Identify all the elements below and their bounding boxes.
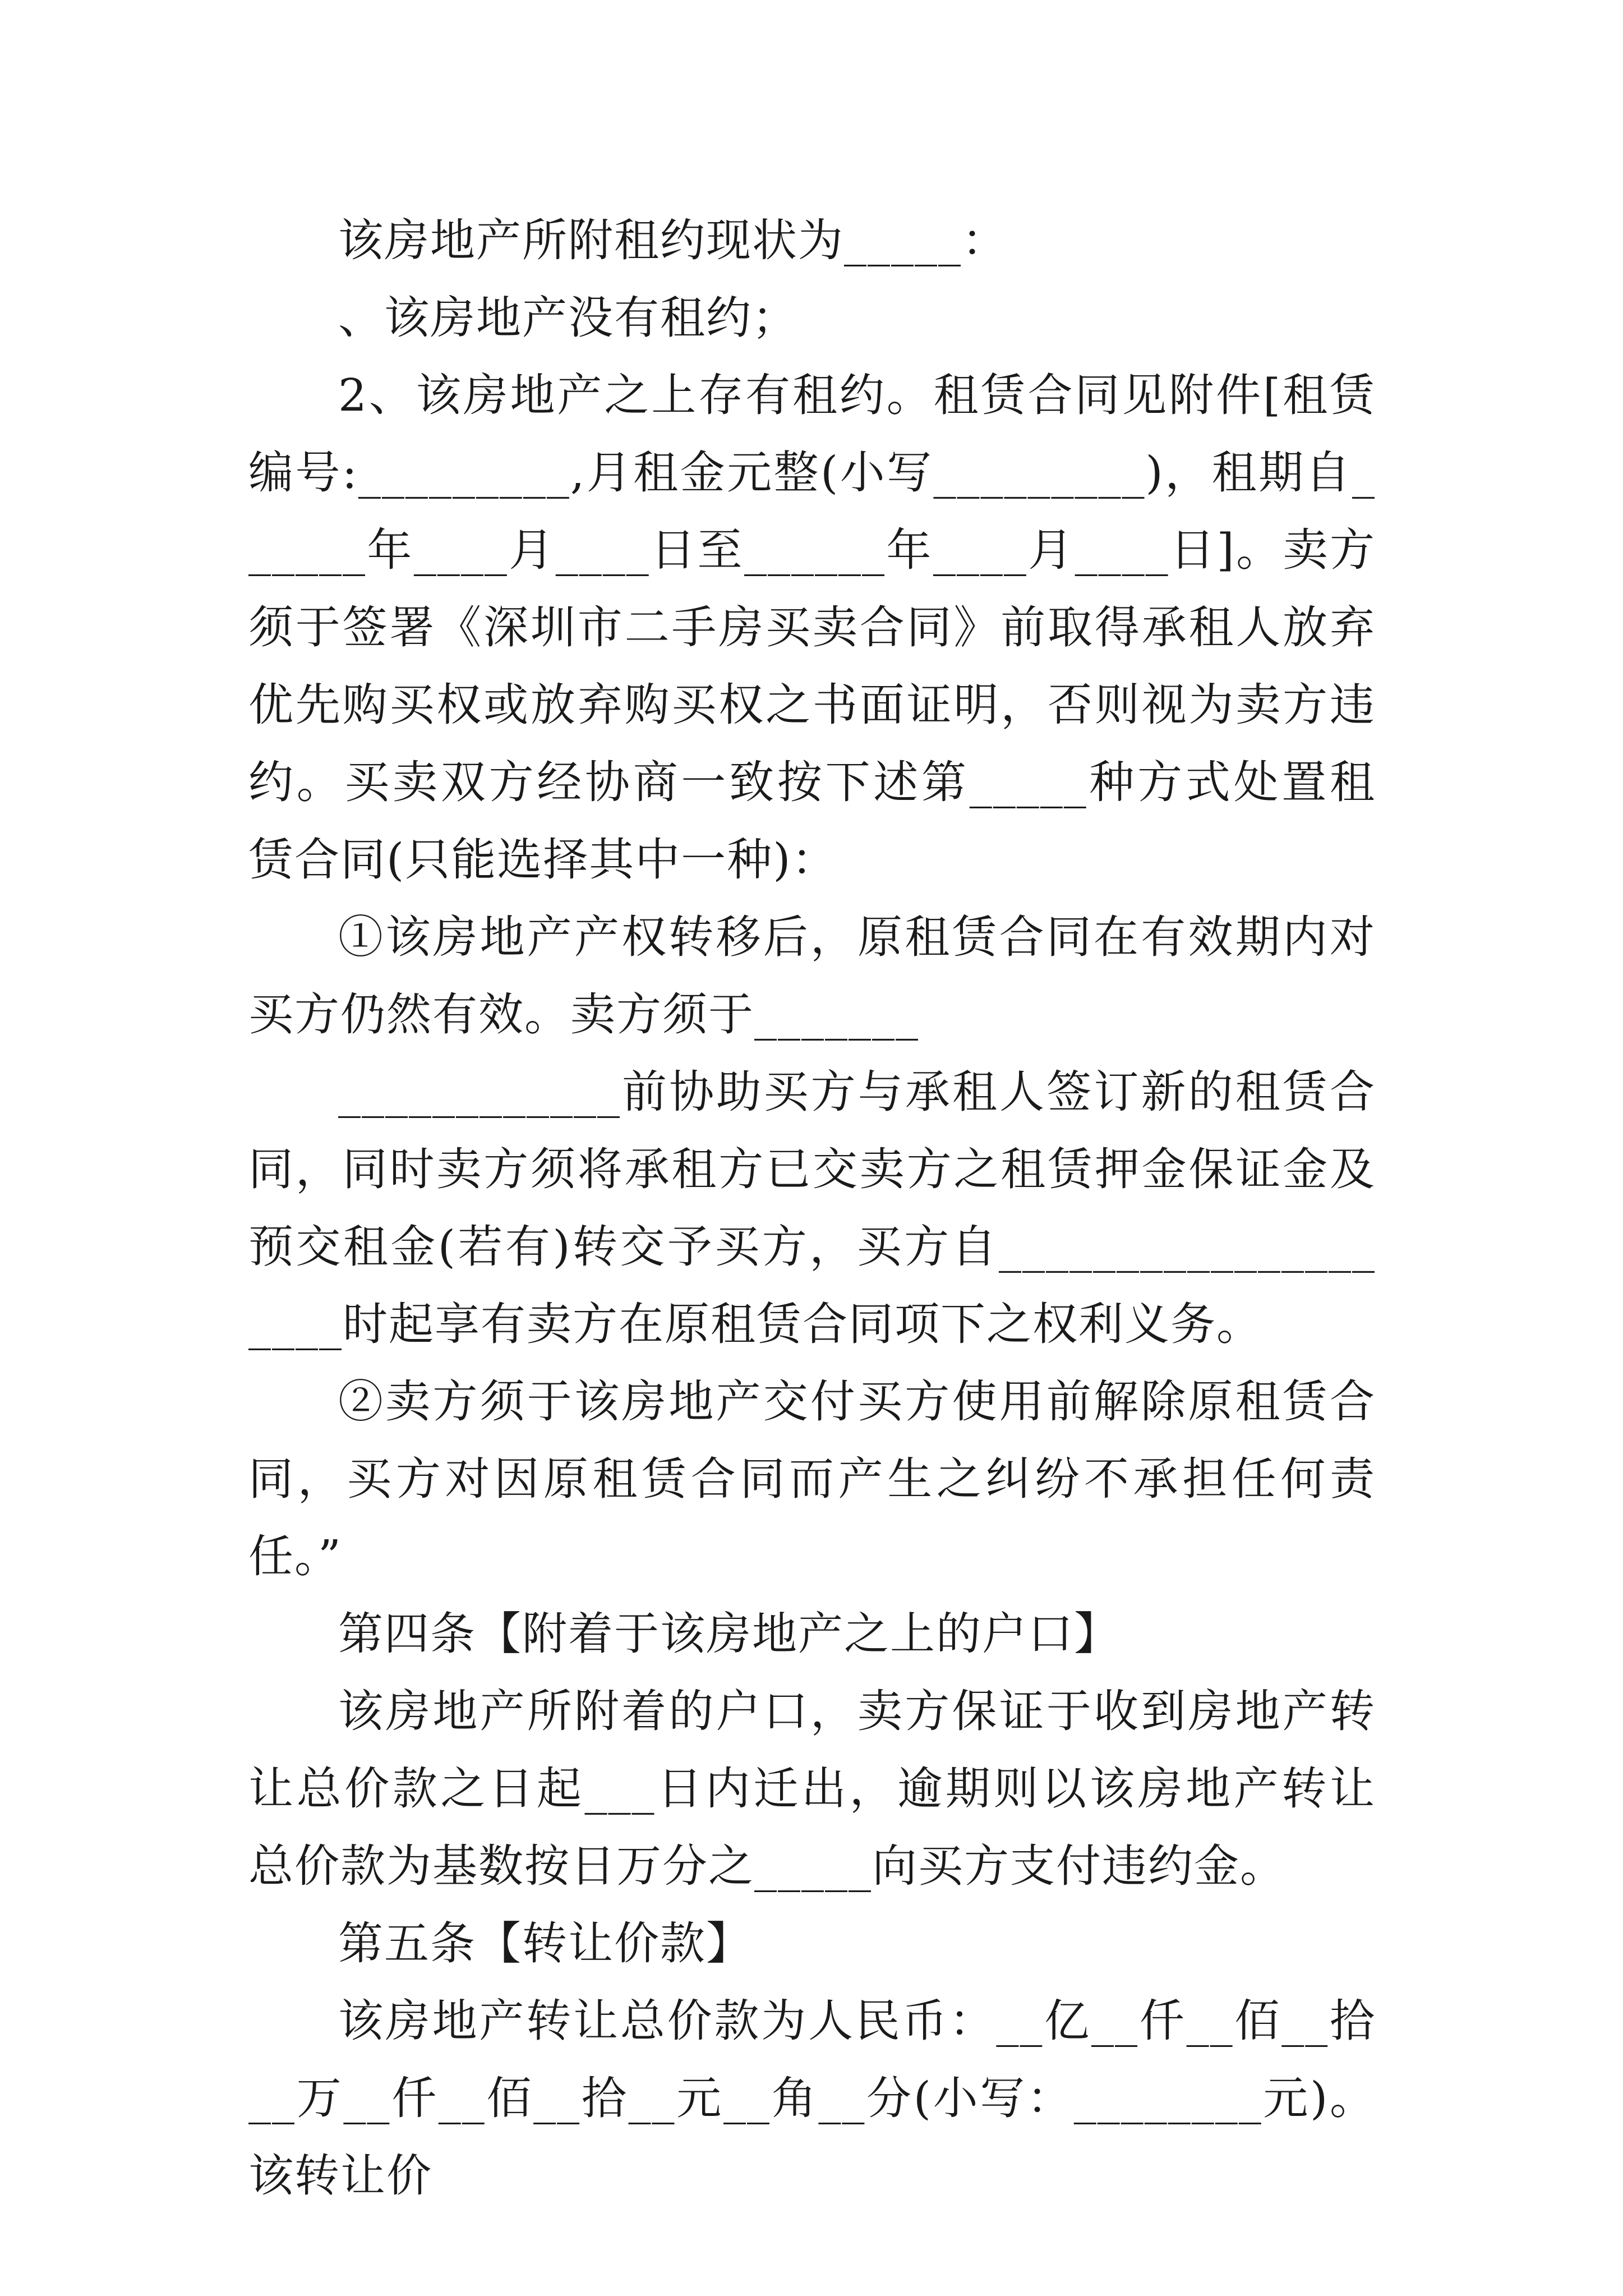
paragraph-option2: ②卖方须于该房地产交付买方使用前解除原租赁合同，买方对因原租赁合同而产生之纠纷不承担任何责任。” — [248, 1375, 1376, 1582]
document-page — [248, 202, 1376, 2215]
paragraph-has-lease: 2、该房地产之上存有租约。租赁合同见附件[租赁编号:_________,月租金元整(小写_________)，租期自______年____月____日至______年____月____日]。卖方须于签署《深圳市二手房买卖合同》前取得承租人放弃优先购买权或放弃购买权之书面证明，否则视为卖方违约。买卖双方经协商一致按下述第_____种方式处置租赁合同(只能选择其中一种)： — [248, 369, 1376, 886]
paragraph-no-lease: 、该房地产没有租约； — [338, 292, 798, 344]
article-4-body: 该房地产所附着的户口，卖方保证于收到房地产转让总价款之日起___日内迁出，逾期则以该房地产转让总价款为基数按日万分之_____向买方支付违约金。 — [248, 1685, 1376, 1892]
paragraph-lease-status: 该房地产所附租约现状为_____： — [338, 214, 1008, 266]
paragraph-option1-part1: ①该房地产产权转移后，原租赁合同在有效期内对买方仍然有效。卖方须于_______ — [248, 911, 1376, 1041]
article-4-heading: 第四条【附着于该房地产之上的户口】 — [338, 1608, 1120, 1660]
paragraph-option1-part2: ____________前协助买方与承租人签订新的租赁合同，同时卖方须将承租方已交卖方之租赁押金保证金及预交租金(若有)转交予买方，买方自____________________时起享有卖方在原租赁合同项下之权利义务。 — [248, 1066, 1376, 1350]
article-5-body: 该房地产转让总价款为人民币：__亿__仟__佰__拾__万__仟__佰__拾__元__角__分(小写：________元)。该转让价 — [248, 1995, 1376, 2202]
article-5-heading: 第五条【转让价款】 — [338, 1917, 752, 1970]
